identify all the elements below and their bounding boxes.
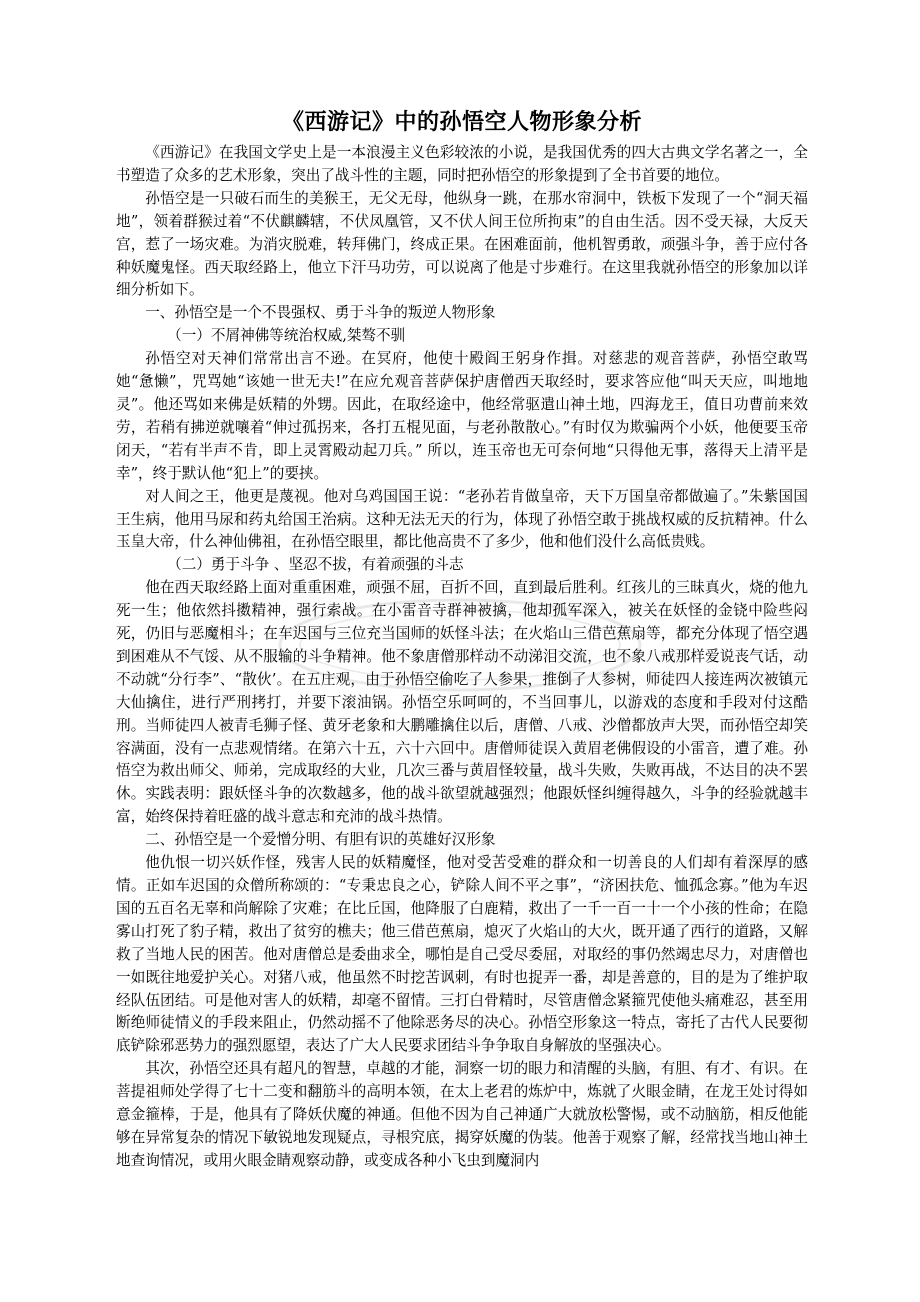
body-paragraph: 他在西天取经路上面对重重困难，顽强不屈，百折不回，直到最后胜利。红孩儿的三昧真火，烧的他九死一生；他依然抖擞精神，强行索战。在小雷音寺群神被擒，他却孤军深入，被关在妖怪的金铙中险些闷死，仍旧与恶魔相斗；在车迟国与三位充当国师的妖怪斗法；在火焰山三借芭蕉扇等，都充分体现了悟空遇到困难从不气馁、从不服输的斗争精神。他不象唐僧那样动不动涕泪交流，也不象八戒那样爱说丧气话，动不动就“分行李”、“散伙’。在五庄观，由于孙悟空偷吃了人参果，推倒了人参树，师徒四人接连两次被镇元大仙擒住，进行严刑拷打，并要下滚油锅。孙悟空乐呵呵的，不当回事儿，以游戏的态度和手段对付这酷刑。当师徒四人被青毛狮子怪、黄牙老象和大鹏雕擒住以后，唐僧、八戒、沙僧都放声大哭，而孙悟空却笑容满面，没有一点悲观情绪。在第六十五，六十六回中。唐僧师徒误入黄眉老佛假设的小雷音，遭了难。孙悟空为救出师父、师弟，完成取经的大业，几次三番与黄眉怪较量，战斗失败，失败再战，不达目的决不罢休。实践表明：跟妖怪斗争的次数越多，他的战斗欲望就越强烈；他跟妖怪纠缠得越久，斗争的经验就越丰富，始终保持着旺盛的战斗意志和充沛的战斗热情。 xyxy=(116,579,808,826)
subsection-heading: （一）不屑神佛等统治权威,桀骜不驯 xyxy=(167,327,406,345)
body-paragraph: 孙悟空是一只破石而生的美猴王，无父无母，他纵身一跳，在那水帘洞中，铁板下发现了一个“洞天福地”，领着群猴过着“不伏麒麟辖，不伏凤凰管，又不伏人间王位所拘束”的自由生活。因不受天禄，大反天宫，惹了一场灾难。为消灾脱难，转拜佛门，终成正果。在困难面前，他机智勇敢，顽强斗争，善于应付各种妖魔鬼怪。西天取经路上，他立下汗马功劳，可以说离了他是寸步难行。在这里我就孙悟空的形象加以详细分析如下。 xyxy=(116,189,808,299)
body-paragraph: 孙悟空对天神们常常出言不逊。在冥府，他使十殿阎王躬身作揖。对慈悲的观音菩萨，孙悟空敢骂她“惫懒”，咒骂她“该她一世无夫!”在应允观音菩萨保护唐僧西天取经时，要求答应他“叫天天应，叫地地灵”。他还骂如来佛是妖精的外甥。因此，在取经途中，他经常驱遣山神土地，四海龙王，值日功曹前来效劳，若稍有拂逆就嚷着“伸过孤拐来，各打五棍见面，与老孙散散心。”有时仅为欺骗两个小妖，他便要玉帝闭天，“若有半声不肯，即上灵霄殿动起刀兵。” 所以，连玉帝也无可奈何地“只得他无事，落得天上清平是幸”，终于默认他“犯上”的要挟。 xyxy=(116,350,808,482)
document-title: 《西游记》中的孙悟空人物形象分析 xyxy=(281,110,642,135)
section-heading: 二、孙悟空是一个爱憎分明、有胆有识的英雄好汉形象 xyxy=(145,831,496,849)
body-paragraph: 《西游记》在我国文学史上是一本浪漫主义色彩较浓的小说，是我国优秀的四大古典文学名著之一，全书塑造了众多的艺术形象，突出了战斗性的主题，同时把孙悟空的形象提到了全书首要的地位。 xyxy=(116,144,808,184)
body-paragraph: 他仇恨一切兴妖作怪，残害人民的妖精魔怪，他对受苦受难的群众和一切善良的人们却有着深厚的感情。正如车迟国的众僧所称颂的：“专秉忠良之心，铲除人间不平之事”，“济困扶危、恤孤念寡。”他为车迟国的五百名无辜和尚解除了灾难；在比丘国，他降服了白鹿精，救出了一千一百一十一个小孩的性命；在隐雾山打死了豹子精，救出了贫穷的樵夫；他三借芭蕉扇，熄灭了火焰山的大火，既开通了西行的道路，又解救了当地人民的困苦。他对唐僧总是委曲求全，哪怕是自己受尽委屈，对取经的事仍然竭忠尽力，对唐僧也一如既往地爱护关心。对猪八戒，他虽然不时挖苦讽刺，有时也捉弄一番，却是善意的，目的是为了维护取经队伍团结。可是他对害人的妖精，却毫不留情。三打白骨精时，尽管唐僧念紧箍咒使他头痛难忍，甚至用断绝师徒情义的手段来阻止，仍然动摇不了他除恶务尽的决心。孙悟空形象这一特点，寄托了古代人民要彻底铲除邪恶势力的强烈愿望，表达了广大人民要求团结斗争争取自身解放的坚强决心。 xyxy=(116,854,808,1055)
body-paragraph: 对人间之王，他更是蔑视。他对乌鸡国国王说：“老孙若肯做皇帝，天下万国皇帝都做遍了。”朱紫国国王生病，他用马尿和药丸给国王治病。这种无法无天的行为，体现了孙悟空敢于挑战权威的反抗精神。什么玉皇大帝，什么神仙佛祖，在孙悟空眼里，都比他高贵不了多少，他和他们没什么高低贵贱。 xyxy=(116,487,808,551)
body-paragraph: 其次，孙悟空还具有超凡的智慧，卓越的才能，洞察一切的眼力和清醒的头脑，有胆、有才、有识。在菩提祖师处学得了七十二变和翻筋斗的高明本领，在太上老君的炼炉中，炼就了火眼金睛，在龙王处讨得如意金箍棒，于是，他具有了降妖伏魔的神通。但他不因为自己神通广大就放松警惕，或不动脑筋，相反他能够在异常复杂的情况下敏锐地发现疑点，寻根究底，揭穿妖魔的伪装。他善于观察了解，经常找当地山神土地查询情况，或用火眼金睛观察动静，或变成各种小飞虫到魔洞内 xyxy=(116,1060,808,1169)
document-body xyxy=(116,142,808,1173)
section-heading: 一、孙悟空是一个不畏强权、勇于斗争的叛逆人物形象 xyxy=(145,304,496,322)
subsection-heading: （二）勇于斗争 、坚忍不拔，有着顽强的斗志 xyxy=(167,556,464,574)
